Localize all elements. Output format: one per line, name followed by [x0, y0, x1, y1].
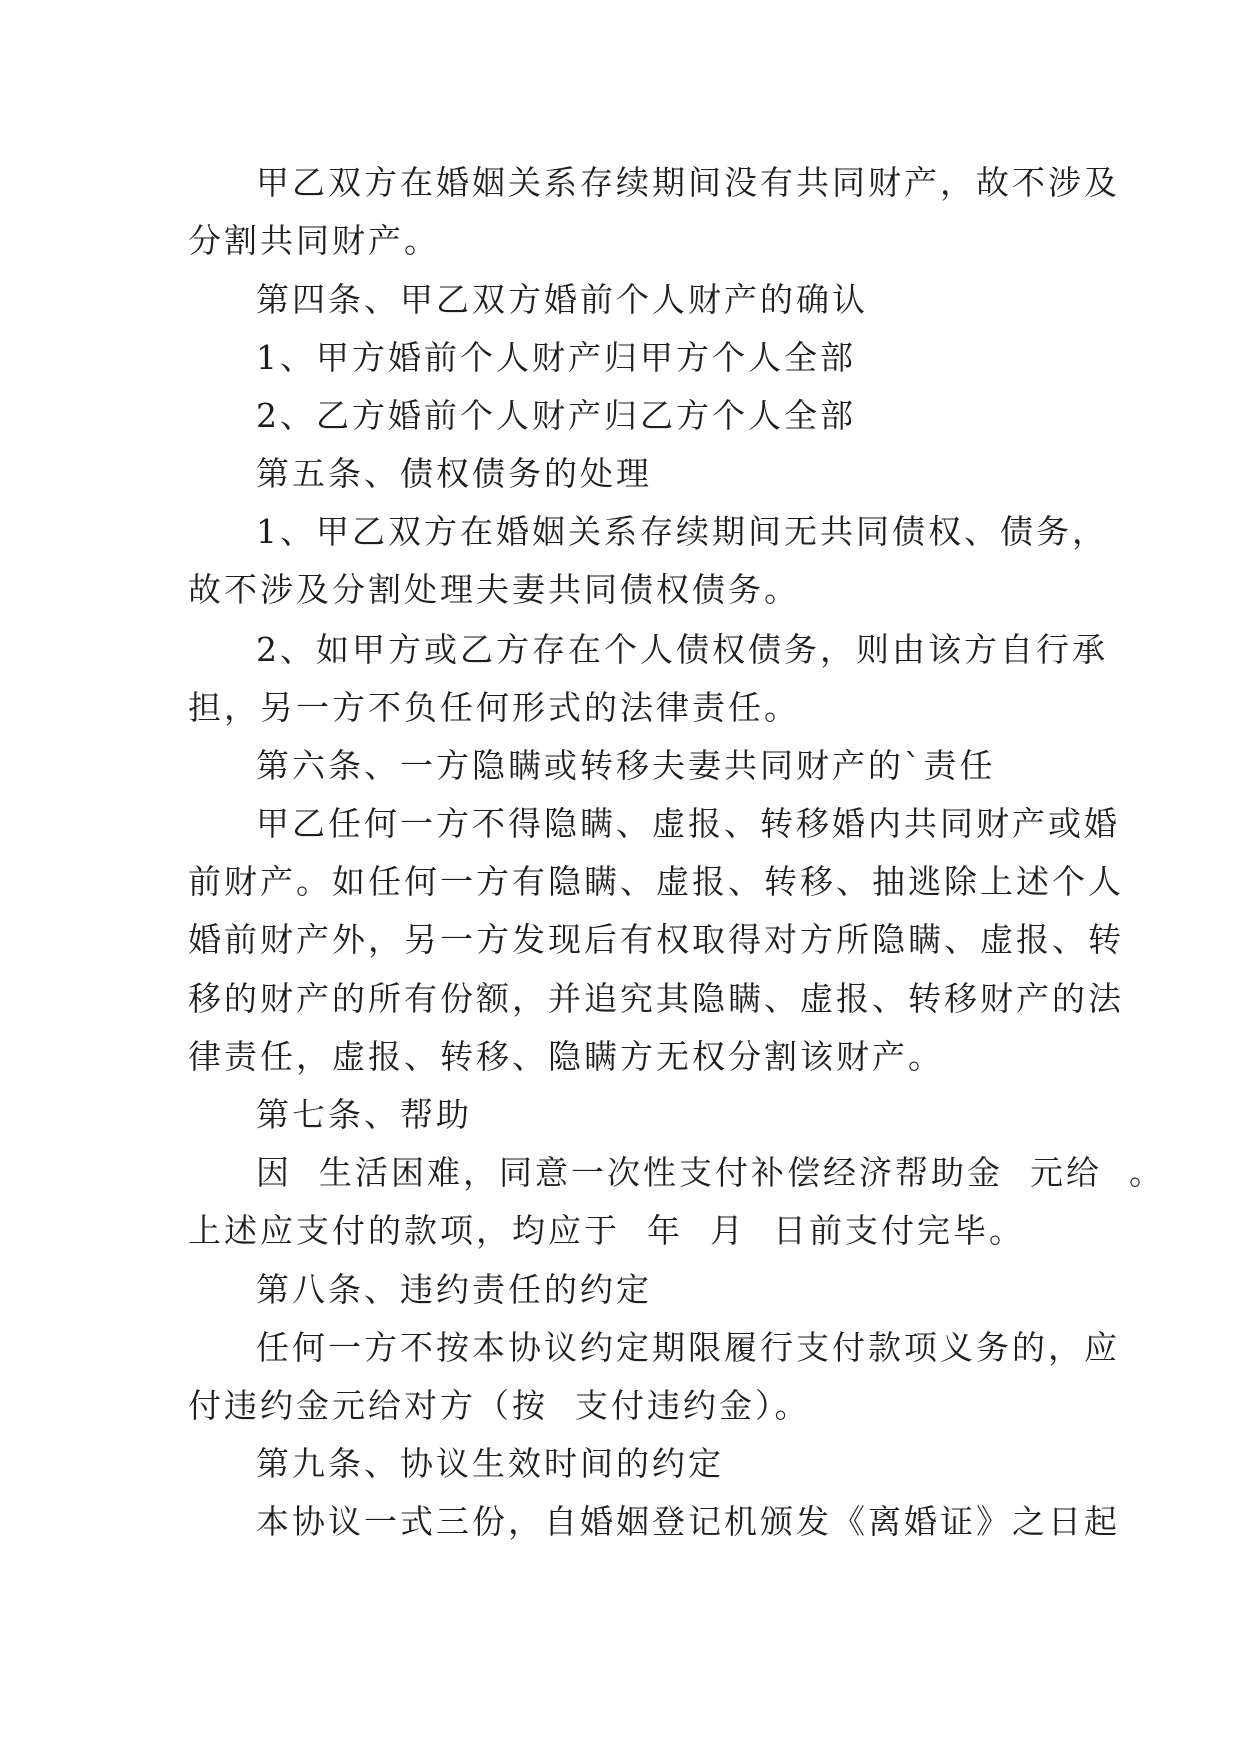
- list-item: 2、乙方婚前个人财产归乙方个人全部: [256, 396, 856, 435]
- body-paragraph-line: 甲乙任何一方不得隐瞒、虚报、转移婚内共同财产或婚: [256, 804, 1120, 843]
- body-paragraph-line: 因 生活困难，同意一次性支付补偿经济帮助金 元给 。: [256, 1153, 1165, 1192]
- body-paragraph-line: 移的财产的所有份额，并追究其隐瞒、虚报、转移财产的法: [188, 979, 1124, 1018]
- article-heading: 第七条、帮助: [256, 1095, 472, 1134]
- body-paragraph-line: 律责任，虚报、转移、隐瞒方无权分割该财产。: [188, 1037, 944, 1076]
- list-item-continued: 故不涉及分割处理夫妻共同债权债务。: [188, 570, 800, 609]
- article-heading: 第六条、一方隐瞒或转移夫妻共同财产的`责任: [256, 746, 996, 785]
- body-paragraph-line: 本协议一式三份，自婚姻登记机颁发《离婚证》之日起: [256, 1502, 1120, 1541]
- body-paragraph-line: 前财产。如任何一方有隐瞒、虚报、转移、抽逃除上述个人: [188, 862, 1124, 901]
- body-paragraph-line: 上述应支付的款项，均应于 年 月 日前支付完毕。: [188, 1211, 1025, 1250]
- list-item-continued: 担，另一方不负任何形式的法律责任。: [188, 688, 800, 727]
- article-heading: 第八条、违约责任的约定: [256, 1270, 652, 1309]
- body-paragraph-line: 任何一方不按本协议约定期限履行支付款项义务的，应: [256, 1328, 1120, 1367]
- list-item: 2、如甲方或乙方存在个人债权债务，则由该方自行承: [256, 630, 1108, 669]
- body-paragraph-line: 付违约金元给对方（按 支付违约金）。: [188, 1386, 811, 1425]
- article-heading: 第四条、甲乙双方婚前个人财产的确认: [256, 280, 868, 319]
- body-paragraph-line: 婚前财产外，另一方发现后有权取得对方所隐瞒、虚报、转: [188, 920, 1124, 959]
- article-heading: 第五条、债权债务的处理: [256, 454, 652, 493]
- list-item: 1、甲乙双方在婚姻关系存续期间无共同债权、债务，: [256, 512, 1108, 551]
- article-heading: 第九条、协议生效时间的约定: [256, 1444, 724, 1483]
- body-paragraph-line: 分割共同财产。: [188, 221, 440, 260]
- list-item: 1、甲方婚前个人财产归甲方个人全部: [256, 338, 856, 377]
- body-paragraph-line: 甲乙双方在婚姻关系存续期间没有共同财产，故不涉及: [256, 163, 1120, 202]
